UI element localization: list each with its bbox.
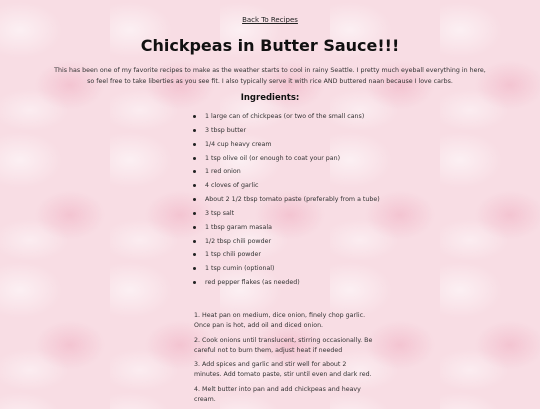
ingredient-item: 3 tbsp butter [193,127,380,141]
ingredient-item: 4 cloves of garlic [193,182,380,196]
ingredient-item: 3 tsp salt [193,210,380,224]
instruction-step: 3. Add spices and garlic and stir well for about 2 minutes. Add tomato paste, stir until even and dark red. [194,361,372,378]
instruction-step: 1. Heat pan on medium, dice onion, finely chop garlic. Once pan is hot, add oil and diced onion. [194,312,366,329]
ingredient-item: About 2 1/2 tbsp tomato paste (preferably from a tube) [193,196,380,210]
back-to-recipes-link[interactable]: Back To Recipes [242,16,298,24]
recipe-intro: This has been one of my favorite recipes to make as the weather starts to cool in rainy Seattle. I pretty much eyeball everything in here, so feel free to take liberties as you see fit. I also typically serve it with rice AND buttered naan because I love carbs. [54,67,486,85]
ingredient-item: red pepper flakes (as needed) [193,279,380,293]
ingredient-item: 1 tbsp garam masala [193,224,380,238]
ingredient-item: 1 large can of chickpeas (or two of the small cans) [193,113,380,127]
ingredient-item: 1 tsp olive oil (or enough to coat your pan) [193,155,380,169]
ingredient-item: 1/2 tbsp chili powder [193,238,380,252]
ingredient-item: 1 red onion [193,168,380,182]
ingredients-list [193,113,380,293]
ingredient-item: 1 tsp chili powder [193,251,380,265]
ingredient-item: 1/4 cup heavy cream [193,141,380,155]
instruction-step: 4. Melt butter into pan and add chickpeas and heavy cream. [194,385,361,403]
ingredients-heading: Ingredients: [240,93,300,103]
page-title: Chickpeas in Butter Sauce!!! [140,36,400,55]
ingredient-item: 1 tsp cumin (optional) [193,265,380,279]
instructions-list [194,311,374,409]
instruction-step: 2. Cook onions until translucent, stirring occasionally. Be careful not to burn them, adjust heat if needed [194,336,373,354]
